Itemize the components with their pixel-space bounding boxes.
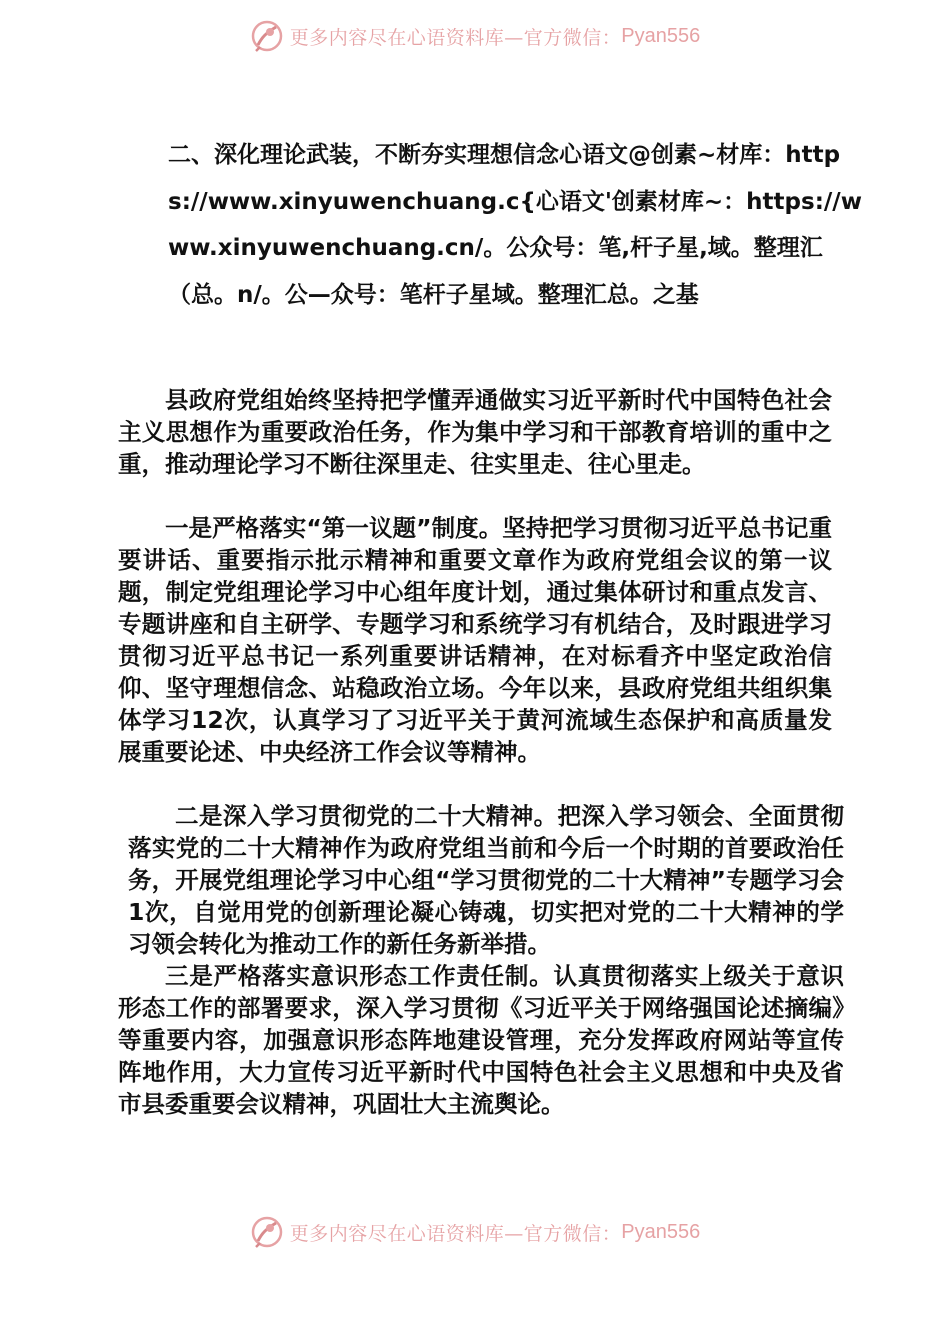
watermark-banner-bottom <box>0 1212 950 1252</box>
paragraph-ideology-responsibility: 三是严格落实意识形态工作责任制。认真贯彻落实上级关于意识形态工作的部署要求，深入学习贯彻《习近平关于网络强国论述摘编》等重要内容，加强意识形态阵地建设管理，充分发挥政府网站等宣传阵地作用，大力宣传习近平新时代中国特色社会主义思想和中央及省市县委重要会议精神，巩固壮大主流舆论。 <box>118 961 844 1118</box>
watermark-text: 更多内容尽在心语资料库—官方微信： <box>289 1222 622 1245</box>
rose-logo-icon <box>250 19 284 53</box>
watermark-account: Pyan556 <box>621 1220 701 1243</box>
watermark-banner-top <box>0 16 950 56</box>
paragraph-first-topic: 一是严格落实“第一议题”制度。坚持把学习贯彻习近平总书记重要讲话、重要指示批示精神和重要文章作为政府党组会议的第一议题，制定党组理论学习中心组年度计划，通过集体研讨和重点发言、专题讲座和自主研学、专题学习和系统学习有机结合，及时跟进学习贯彻习近平总书记一系列重要讲话精神，在对标看齐中坚定政治信仰、坚守理想信念、站稳政治立场。今年以来，县政府党组共组织集体学习12次，认真学习了习近平关于黄河流域生态保护和高质量发展重要论述、中央经济工作会议等精神。 <box>118 513 832 766</box>
paragraph-twentieth-congress: 二是深入学习贯彻党的二十大精神。把深入学习领会、全面贯彻落实党的二十大精神作为政府党组当前和今后一个时期的首要政治任务，开展党组理论学习中心组“学习贯彻党的二十大精神”专题学习会1次，自觉用党的创新理论凝心铸魂，切实把对党的二十大精神的学习领会转化为推动工作的新任务新举措。 <box>128 801 844 958</box>
watermark-text: 更多内容尽在心语资料库—官方微信： <box>289 26 622 49</box>
paragraph-intro: 县政府党组始终坚持把学懂弄通做实习近平新时代中国特色社会主义思想作为重要政治任务，作为集中学习和干部教育培训的重中之重，推动理论学习不断往深里走、往实里走、往心里走。 <box>118 385 832 478</box>
rose-logo-icon <box>250 1215 284 1249</box>
watermark-account: Pyan556 <box>621 24 701 47</box>
section-heading: 二、深化理论武装，不断夯实理想信念心语文@创素~材库：https://www.xinyuwenchuang.c{心语文'创素材库~：https://www.xinyuwenchuang.cn/。公众号：笔,杆子星,域。整理汇（总。n/。公—众号：笔杆子星域。整理汇总。之基 <box>168 142 862 308</box>
